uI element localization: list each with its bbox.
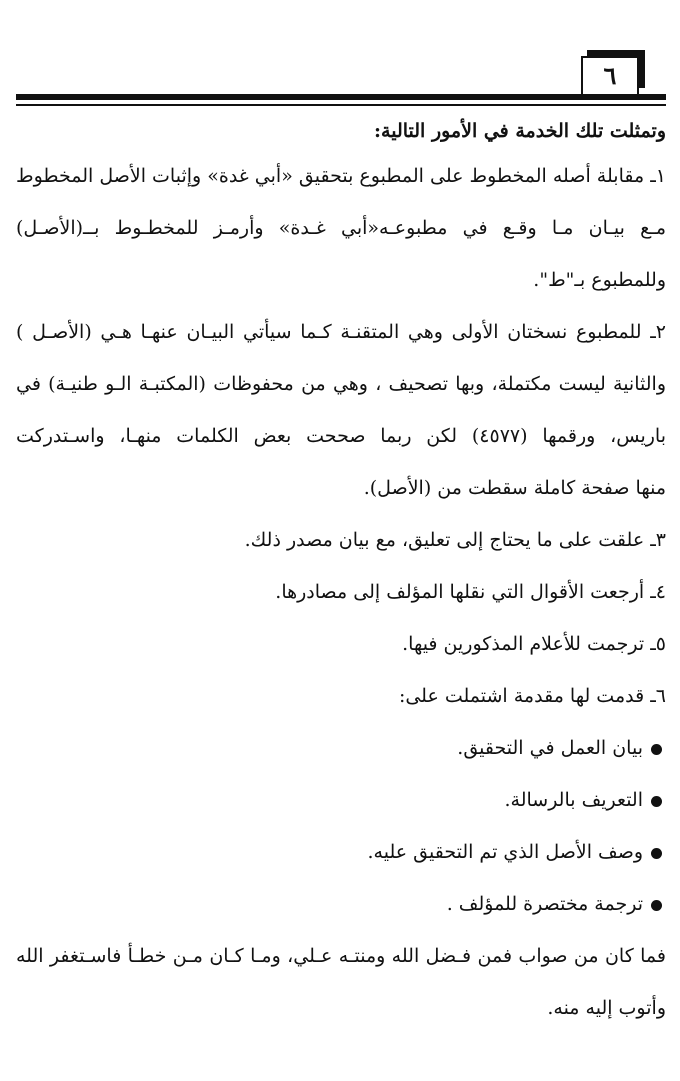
paragraph-line: منها صفحة كاملة سقطت من (الأصل). bbox=[363, 477, 666, 499]
bullet-text: ترجمة مختصرة للمؤلف . bbox=[446, 893, 643, 915]
bullet-item bbox=[16, 826, 666, 878]
paragraph-line: باريس، ورقمها (٤٥٧٧) لكن ربما صححت بعض الكلمات منهـا، واسـتدركت bbox=[16, 425, 666, 447]
paragraph-item-2 bbox=[16, 306, 666, 514]
bullet-dot-icon bbox=[651, 744, 662, 755]
bullet-dot-icon bbox=[651, 796, 662, 807]
bullet-item bbox=[16, 878, 666, 930]
paragraph-item-1 bbox=[16, 150, 666, 306]
list-item-3: ٣ـ علقت على ما يحتاج إلى تعليق، مع بيان مصدر ذلك. bbox=[244, 529, 666, 551]
closing-paragraph bbox=[16, 930, 666, 1034]
bullet-text: وصف الأصل الذي تم التحقيق عليه. bbox=[367, 841, 643, 863]
list-item-4: ٤ـ أرجعت الأقوال التي نقلها المؤلف إلى مصادرها. bbox=[275, 581, 666, 603]
paragraph-line: فما كان من صواب فمن فـضل الله ومنتـه عـلي، ومـا كـان مـن خطـأ فاسـتغفر الله bbox=[16, 945, 666, 967]
header-rule-thin bbox=[16, 104, 666, 106]
bullet-text: بيان العمل في التحقيق. bbox=[457, 737, 643, 759]
bullet-list bbox=[16, 722, 666, 930]
paragraph-line: وللمطبوع بـ"ط". bbox=[533, 269, 666, 291]
paragraph-line: ٢ـ للمطبوع نسختان الأولى وهي المتقنـة كـما سيأتي البيـان عنهـا هـي (الأصـل ) bbox=[16, 321, 666, 343]
list-item-6: ٦ـ قدمت لها مقدمة اشتملت على: bbox=[398, 685, 666, 707]
bullet-item bbox=[16, 722, 666, 774]
section-heading: وتمثلت تلك الخدمة في الأمور التالية: bbox=[374, 120, 666, 142]
header-rule-thick bbox=[16, 94, 666, 100]
paragraph-line: ١ـ مقابلة أصله المخطوط على المطبوع بتحقيق «أبي غدة» وإثبات الأصل المخطوط bbox=[16, 165, 666, 187]
page-number: ٦ bbox=[581, 56, 639, 94]
bullet-text: التعريف بالرسالة. bbox=[504, 789, 643, 811]
page-body bbox=[16, 112, 666, 1034]
paragraph-line: والثانية ليست مكتملة، وبها تصحيف ، وهي من محفوظات (المكتبـة الـو طنيـة) في bbox=[16, 373, 666, 395]
bullet-dot-icon bbox=[651, 848, 662, 859]
paragraph-line: وأتوب إليه منه. bbox=[547, 997, 666, 1019]
bullet-item bbox=[16, 774, 666, 826]
paragraph-line: مـع بيـان مـا وقـع في مطبوعـه«أبي غـدة» وأرمـز للمخطـوط بــ(الأصـل) bbox=[16, 217, 666, 239]
list-item-5: ٥ـ ترجمت للأعلام المذكورين فيها. bbox=[402, 633, 666, 655]
bullet-dot-icon bbox=[651, 900, 662, 911]
